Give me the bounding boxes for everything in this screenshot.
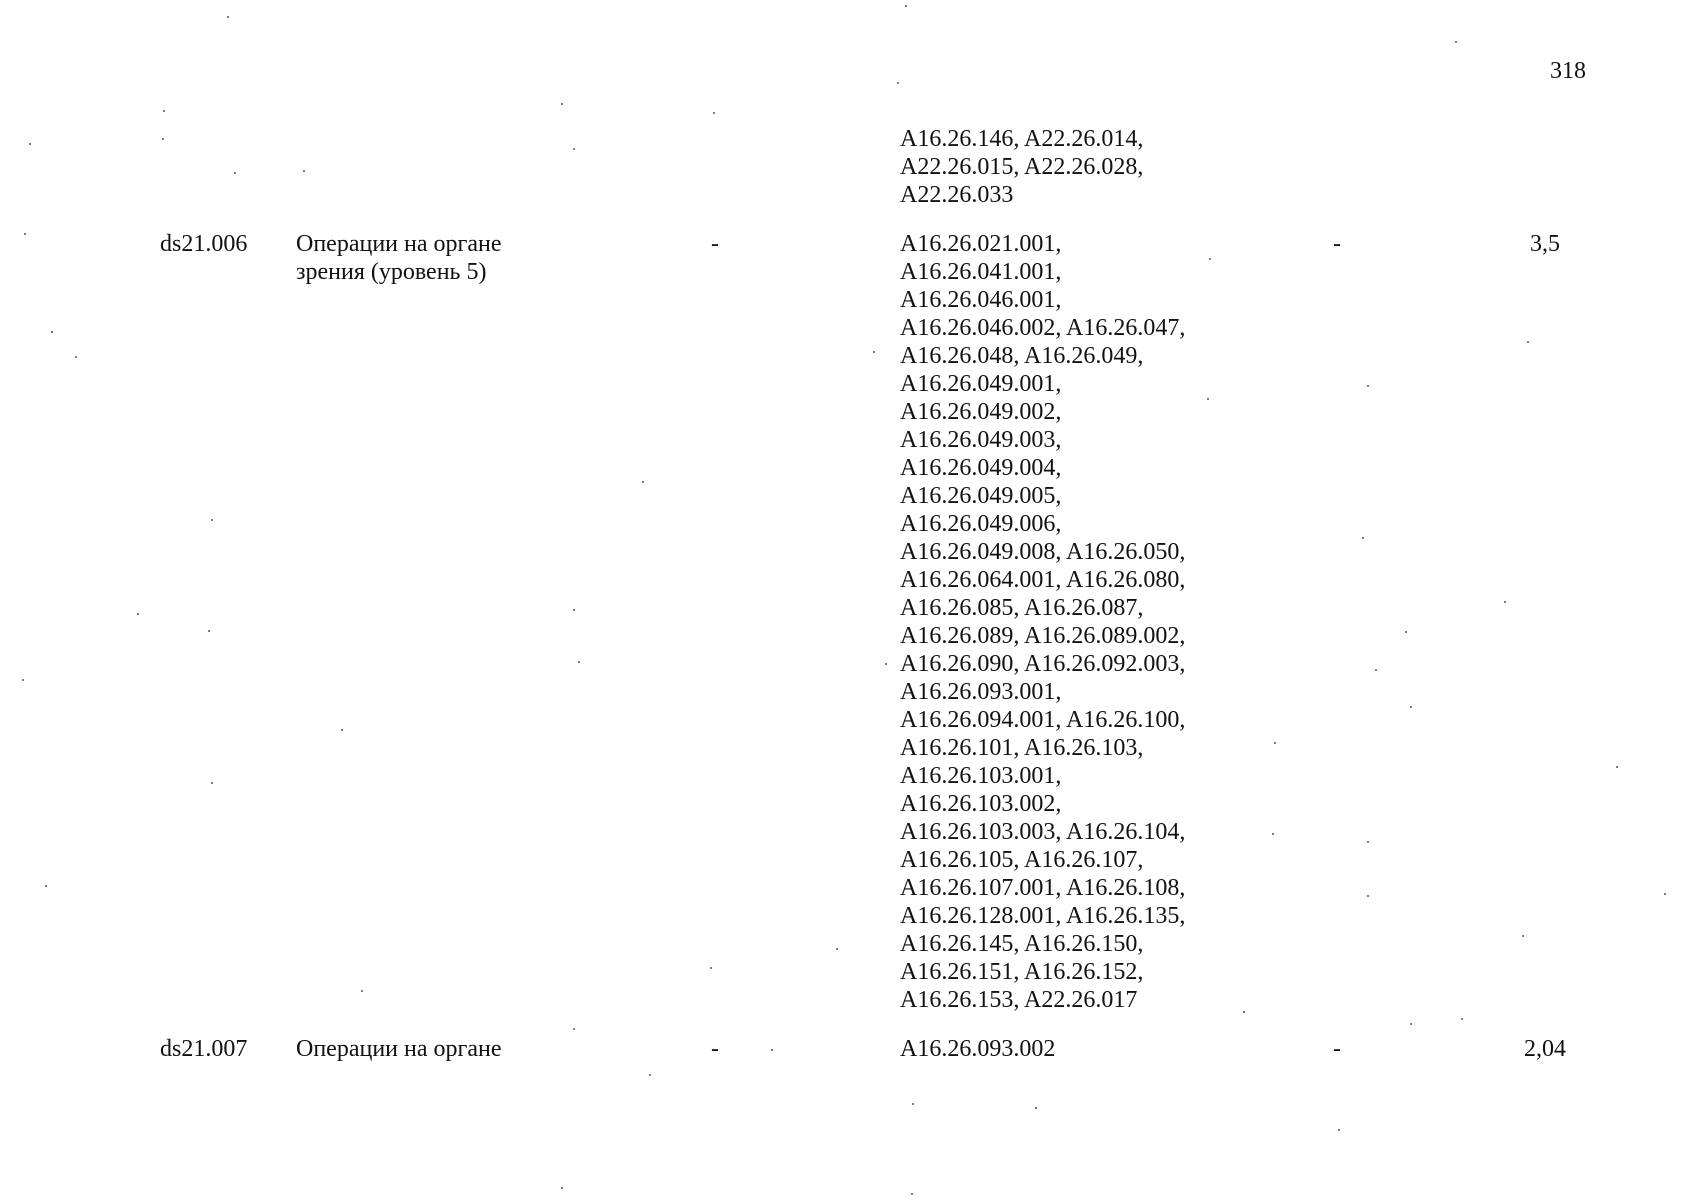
speck <box>1375 669 1377 671</box>
row-dash: - <box>711 1036 719 1062</box>
speck <box>912 1103 914 1105</box>
speck <box>836 948 838 950</box>
speck <box>573 148 575 150</box>
speck <box>1367 895 1369 897</box>
row-name: Операции на органе зрения (уровень 5) <box>296 231 502 285</box>
row-services: A16.26.021.001, A16.26.041.001, A16.26.046.001, A16.26.046.002, A16.26.047, A16.26.048, A16.26.049, A16.26.049.001, A16.26.049.002, A16.26.049.003, A16.26.049.004, A16.26.049.005, A16.26.049.006, A16.26.049.008, A16.26.050, A16.26.064.001, A16.26.080, A16.26.085, A16.26.087, A16.26.089, A16.26.089.002, A16.26.090, A16.26.092.003, A16.26.093.001, A16.26.094.001, A16.26.100, A16.26.101, A16.26.103, A16.26.103.001, A16.26.103.002, A16.26.103.003, A16.26.104, A16.26.105, A16.26.107, A16.26.107.001, A16.26.108, A16.26.128.001, A16.26.135, A16.26.145, A16.26.150, A16.26.151, A16.26.152, A16.26.153, A22.26.017 <box>900 231 1186 1013</box>
speck <box>573 1028 575 1030</box>
speck <box>1616 766 1618 768</box>
row-dash: - <box>711 231 719 257</box>
speck <box>211 782 213 784</box>
speck <box>1461 1018 1463 1020</box>
speck <box>649 1074 651 1076</box>
row-code: ds21.007 <box>160 1036 248 1062</box>
speck <box>341 729 343 731</box>
speck <box>22 679 24 681</box>
speck <box>1410 706 1412 708</box>
speck <box>885 663 887 665</box>
speck <box>905 5 907 7</box>
speck <box>561 103 563 105</box>
speck <box>573 609 575 611</box>
speck <box>1664 893 1666 895</box>
speck <box>561 1187 563 1189</box>
speck <box>45 885 47 887</box>
row-services: A16.26.093.002 <box>900 1036 1056 1062</box>
speck <box>137 613 139 615</box>
speck <box>771 1049 773 1051</box>
speck <box>1272 833 1274 835</box>
speck <box>1504 601 1506 603</box>
speck <box>162 138 164 140</box>
speck <box>1405 631 1407 633</box>
speck <box>208 630 210 632</box>
speck <box>1522 935 1524 937</box>
speck <box>1362 537 1364 539</box>
row-dash: - <box>1333 231 1341 257</box>
speck <box>24 233 26 235</box>
speck <box>911 1193 913 1195</box>
speck <box>303 170 305 172</box>
speck <box>1338 1129 1340 1131</box>
speck <box>1367 841 1369 843</box>
speck <box>1209 258 1211 260</box>
speck <box>1367 385 1369 387</box>
speck <box>1410 1023 1412 1025</box>
speck <box>51 331 53 333</box>
speck <box>1035 1107 1037 1109</box>
row-name: Операции на органе <box>296 1036 502 1062</box>
speck <box>163 110 165 112</box>
speck <box>1207 398 1209 400</box>
speck <box>710 967 712 969</box>
speck <box>873 351 875 353</box>
speck <box>1243 1011 1245 1013</box>
speck <box>75 356 77 358</box>
speck <box>578 661 580 663</box>
row-dash: - <box>1333 1036 1341 1062</box>
row-coefficient: 3,5 <box>1530 231 1560 257</box>
row-code: ds21.006 <box>160 231 248 257</box>
speck <box>211 519 213 521</box>
speck <box>227 16 229 18</box>
speck <box>1527 341 1529 343</box>
speck <box>361 990 363 992</box>
row-coefficient: 2,04 <box>1524 1036 1566 1062</box>
speck <box>713 112 715 114</box>
speck <box>1274 742 1276 744</box>
speck <box>897 82 899 84</box>
speck <box>234 172 236 174</box>
continuation-services-cell: A16.26.146, A22.26.014, A22.26.015, A22.26.028, A22.26.033 <box>900 126 1144 208</box>
speck <box>642 481 644 483</box>
page-number: 318 <box>1550 58 1586 84</box>
speck <box>29 143 31 145</box>
speck <box>1455 41 1457 43</box>
